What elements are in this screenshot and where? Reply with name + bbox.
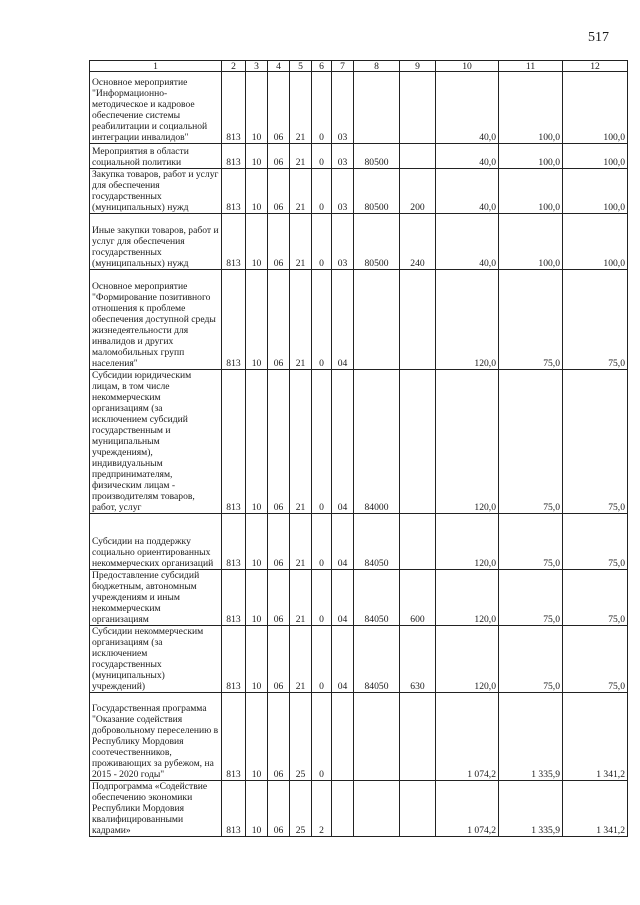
cell-ministry: 813 xyxy=(222,570,246,626)
cell-amount-10: 120,0 xyxy=(436,570,499,626)
cell-subprogram: 0 xyxy=(312,169,332,214)
cell-subsection: 06 xyxy=(268,169,290,214)
cell-amount-11: 75,0 xyxy=(499,370,563,514)
cell-amount-10: 120,0 xyxy=(436,626,499,693)
cell-expense-type xyxy=(400,72,436,144)
cell-amount-11: 1 335,9 xyxy=(499,781,563,837)
col-header: 10 xyxy=(436,61,499,72)
cell-section: 10 xyxy=(246,370,268,514)
header-row xyxy=(90,61,628,72)
cell-amount-10: 120,0 xyxy=(436,370,499,514)
cell-direction: 84000 xyxy=(354,370,400,514)
cell-activity: 04 xyxy=(332,370,354,514)
cell-direction xyxy=(354,693,400,781)
col-header: 11 xyxy=(499,61,563,72)
cell-subsection: 06 xyxy=(268,144,290,169)
cell-activity: 04 xyxy=(332,270,354,370)
col-header: 6 xyxy=(312,61,332,72)
row-name: Мероприятия в области социальной политики xyxy=(90,144,222,169)
cell-section: 10 xyxy=(246,144,268,169)
cell-amount-11: 100,0 xyxy=(499,169,563,214)
cell-subprogram: 0 xyxy=(312,370,332,514)
cell-program: 21 xyxy=(290,144,312,169)
cell-direction xyxy=(354,270,400,370)
col-header: 12 xyxy=(563,61,628,72)
table-row xyxy=(90,626,628,693)
cell-amount-12: 100,0 xyxy=(563,144,628,169)
cell-amount-11: 100,0 xyxy=(499,144,563,169)
cell-section: 10 xyxy=(246,693,268,781)
cell-subprogram: 0 xyxy=(312,214,332,270)
cell-subsection: 06 xyxy=(268,514,290,570)
cell-amount-11: 75,0 xyxy=(499,514,563,570)
cell-amount-11: 100,0 xyxy=(499,214,563,270)
cell-amount-11: 1 335,9 xyxy=(499,693,563,781)
col-header: 7 xyxy=(332,61,354,72)
cell-direction: 80500 xyxy=(354,144,400,169)
cell-expense-type xyxy=(400,370,436,514)
row-name: Основное мероприятие "Формирование позитивного отношения к проблеме обеспечения доступной среды жизнедеятельности для инвалидов и других маломобильных групп населения" xyxy=(90,270,222,370)
cell-amount-12: 75,0 xyxy=(563,514,628,570)
row-name: Иные закупки товаров, работ и услуг для обеспечения государственных (муниципальных) нужд xyxy=(90,214,222,270)
cell-subsection: 06 xyxy=(268,72,290,144)
cell-ministry: 813 xyxy=(222,214,246,270)
table-row xyxy=(90,693,628,781)
cell-section: 10 xyxy=(246,626,268,693)
cell-program: 21 xyxy=(290,169,312,214)
cell-subprogram: 0 xyxy=(312,144,332,169)
page-number: 517 xyxy=(588,30,609,45)
cell-direction xyxy=(354,72,400,144)
cell-program: 21 xyxy=(290,72,312,144)
cell-subsection: 06 xyxy=(268,626,290,693)
cell-amount-10: 120,0 xyxy=(436,270,499,370)
cell-ministry: 813 xyxy=(222,626,246,693)
cell-expense-type xyxy=(400,144,436,169)
row-name: Субсидии некоммерческим организациям (за исключением государственных (муниципальных) учреждений) xyxy=(90,626,222,693)
budget-table xyxy=(89,60,628,837)
cell-amount-12: 1 341,2 xyxy=(563,781,628,837)
table-row xyxy=(90,144,628,169)
cell-subprogram: 0 xyxy=(312,693,332,781)
col-header: 4 xyxy=(268,61,290,72)
col-header: 5 xyxy=(290,61,312,72)
col-header: 2 xyxy=(222,61,246,72)
row-name: Основное мероприятие "Информационно-методическое и кадровое обеспечение системы реабилитации и социальной интеграции инвалидов" xyxy=(90,72,222,144)
cell-direction xyxy=(354,781,400,837)
table-row xyxy=(90,570,628,626)
row-name: Субсидии юридическим лицам, в том числе некоммерческим организациям (за исключением субсидий государственным и муниципальным учреждениям), индивидуальным предпринимателям, физическим лицам - производителям товаров, работ, услуг xyxy=(90,370,222,514)
cell-direction: 84050 xyxy=(354,626,400,693)
cell-activity: 03 xyxy=(332,144,354,169)
table-row xyxy=(90,514,628,570)
row-name: Закупка товаров, работ и услуг для обеспечения государственных (муниципальных) нужд xyxy=(90,169,222,214)
cell-expense-type xyxy=(400,781,436,837)
cell-activity: 03 xyxy=(332,214,354,270)
cell-section: 10 xyxy=(246,514,268,570)
cell-ministry: 813 xyxy=(222,514,246,570)
cell-subsection: 06 xyxy=(268,693,290,781)
cell-subprogram: 0 xyxy=(312,570,332,626)
cell-program: 21 xyxy=(290,270,312,370)
cell-expense-type xyxy=(400,270,436,370)
cell-amount-10: 1 074,2 xyxy=(436,693,499,781)
cell-program: 21 xyxy=(290,214,312,270)
table-row xyxy=(90,270,628,370)
cell-amount-12: 75,0 xyxy=(563,370,628,514)
cell-activity xyxy=(332,781,354,837)
cell-section: 10 xyxy=(246,72,268,144)
cell-amount-12: 75,0 xyxy=(563,270,628,370)
cell-amount-12: 75,0 xyxy=(563,570,628,626)
cell-section: 10 xyxy=(246,214,268,270)
cell-ministry: 813 xyxy=(222,169,246,214)
cell-direction: 84050 xyxy=(354,514,400,570)
cell-amount-10: 120,0 xyxy=(436,514,499,570)
cell-subprogram: 0 xyxy=(312,514,332,570)
cell-direction: 80500 xyxy=(354,169,400,214)
cell-expense-type xyxy=(400,693,436,781)
cell-expense-type: 200 xyxy=(400,169,436,214)
cell-amount-11: 75,0 xyxy=(499,570,563,626)
cell-subsection: 06 xyxy=(268,270,290,370)
cell-ministry: 813 xyxy=(222,781,246,837)
table-row xyxy=(90,169,628,214)
cell-activity: 03 xyxy=(332,169,354,214)
cell-ministry: 813 xyxy=(222,72,246,144)
cell-activity: 04 xyxy=(332,626,354,693)
cell-amount-10: 1 074,2 xyxy=(436,781,499,837)
table-row xyxy=(90,72,628,144)
cell-expense-type xyxy=(400,514,436,570)
cell-subsection: 06 xyxy=(268,214,290,270)
cell-subprogram: 0 xyxy=(312,626,332,693)
cell-activity: 04 xyxy=(332,514,354,570)
cell-subprogram: 0 xyxy=(312,72,332,144)
cell-program: 25 xyxy=(290,693,312,781)
col-header: 3 xyxy=(246,61,268,72)
cell-program: 21 xyxy=(290,570,312,626)
row-name: Субсидии на поддержку социально ориентированных некоммерческих организаций xyxy=(90,514,222,570)
cell-amount-12: 75,0 xyxy=(563,626,628,693)
cell-amount-10: 40,0 xyxy=(436,72,499,144)
cell-section: 10 xyxy=(246,169,268,214)
cell-section: 10 xyxy=(246,570,268,626)
cell-subsection: 06 xyxy=(268,781,290,837)
cell-direction: 80500 xyxy=(354,214,400,270)
table-row xyxy=(90,214,628,270)
cell-amount-12: 1 341,2 xyxy=(563,693,628,781)
cell-amount-10: 40,0 xyxy=(436,144,499,169)
cell-expense-type: 240 xyxy=(400,214,436,270)
table-row xyxy=(90,781,628,837)
cell-subprogram: 0 xyxy=(312,270,332,370)
row-name: Подпрограмма «Содействие обеспечению экономики Республики Мордовия квалифицированными кадрами» xyxy=(90,781,222,837)
cell-amount-12: 100,0 xyxy=(563,169,628,214)
cell-ministry: 813 xyxy=(222,270,246,370)
cell-activity: 04 xyxy=(332,570,354,626)
table-row xyxy=(90,370,628,514)
row-name: Предоставление субсидий бюджетным, автономным учреждениям и иным некоммерческим организациям xyxy=(90,570,222,626)
cell-amount-11: 75,0 xyxy=(499,626,563,693)
cell-section: 10 xyxy=(246,270,268,370)
cell-ministry: 813 xyxy=(222,144,246,169)
cell-program: 25 xyxy=(290,781,312,837)
cell-program: 21 xyxy=(290,626,312,693)
row-name: Государственная программа "Оказание содействия добровольному переселению в Республику Мордовия соотечественников, проживающих за рубежом, на 2015 - 2020 годы" xyxy=(90,693,222,781)
cell-amount-11: 75,0 xyxy=(499,270,563,370)
cell-activity xyxy=(332,693,354,781)
cell-ministry: 813 xyxy=(222,370,246,514)
cell-program: 21 xyxy=(290,370,312,514)
cell-subsection: 06 xyxy=(268,370,290,514)
col-header: 9 xyxy=(400,61,436,72)
cell-amount-10: 40,0 xyxy=(436,214,499,270)
cell-direction: 84050 xyxy=(354,570,400,626)
cell-activity: 03 xyxy=(332,72,354,144)
cell-ministry: 813 xyxy=(222,693,246,781)
col-header: 1 xyxy=(90,61,222,72)
cell-subsection: 06 xyxy=(268,570,290,626)
cell-section: 10 xyxy=(246,781,268,837)
cell-subprogram: 2 xyxy=(312,781,332,837)
cell-expense-type: 600 xyxy=(400,570,436,626)
cell-program: 21 xyxy=(290,514,312,570)
cell-amount-12: 100,0 xyxy=(563,214,628,270)
col-header: 8 xyxy=(354,61,400,72)
cell-amount-10: 40,0 xyxy=(436,169,499,214)
cell-amount-11: 100,0 xyxy=(499,72,563,144)
cell-amount-12: 100,0 xyxy=(563,72,628,144)
cell-expense-type: 630 xyxy=(400,626,436,693)
